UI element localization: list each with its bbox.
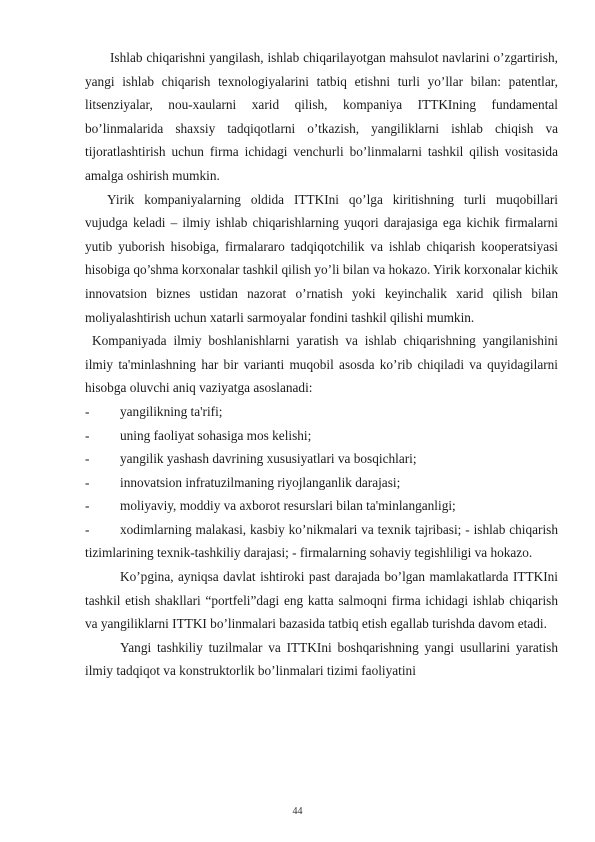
list-item (85, 447, 558, 471)
list-item (85, 471, 558, 495)
paragraph-5: Yangi tashkiliy tuzilmalar va ITTKIni boshqarishning yangi usullarini yaratish ilmiy tadqiqot va konstruktorlik bo’linmalari tizimi faoliyatini (85, 639, 558, 679)
list-dash: - (85, 498, 90, 514)
list-item (85, 518, 558, 565)
list-item-text: yangilikning ta'rifi; (120, 403, 223, 419)
list-dash: - (85, 474, 90, 490)
list-item-text: uning faoliyat sohasiga mos kelishi; (120, 427, 312, 443)
paragraph-2: Yirik kompaniyalarning oldida ITTKIni qo’lga kiritishning turli muqobillari vujudga keladi – ilmiy ishlab chiqarishlarning yuqori darajasiga ega kichik firmalarni yutib yuborish hisobiga, firmalararo tadqiqotchilik va ishlab chiqarish kooperatsiyasi hisobiga qo’shma korxonalar tashkil qilish yo’li bilan va hokazo. Yirik korxonalar kichik innovatsion biznes ustidan nazorat o’rnatish yoki keyinchalik xarid qilish bilan moliyalashtirish uchun xatarli sarmoyalar fondini tashkil qilishi mumkin. (85, 191, 558, 325)
list-item-text: yangilik yashash davrining xususiyatlari va bosqichlari; (120, 451, 417, 467)
list-dash: - (85, 403, 90, 419)
list-item-text: innovatsion infratuzilmaning riyojlanganlik darajasi; (120, 474, 401, 490)
list-item-text: xodimlarning malakasi, kasbiy ko’nikmalari va texnik tajribasi; - ishlab chiqarish tizimlarining texnik-tashkiliy darajasi; - firmalarning sohaviy tegishliligi va hokazo. (85, 521, 558, 561)
paragraph-1: Ishlab chiqarishni yangilash, ishlab chiqarilayotgan mahsulot navlarini o’zgartirish, yangi ishlab chiqarish texnologiyalarini tatbiq etishni turli yo’llar bilan: patentlar, litsenziyalar, nou-xaularni xarid qilish, kompaniya ITTKIning fundamental bo’linmalarida shaxsiy tadqiqotlarni o’tkazish, yangiliklarni ishlab chiqish va tijoratlashtirish uchun firma ichidagi venchurli bo’linmalarni tashkil qilish vositasida amalga oshirish mumkin. (85, 50, 558, 183)
paragraph-3: Kompaniyada ilmiy boshlanishlarni yaratish va ishlab chiqarishning yangilanishini ilmiy ta'minlashning har bir varianti muqobil asosda ko’rib chiqiladi va quyidagilarni hisobga oluvchi aniq vaziyatga asoslanadi: (85, 333, 558, 396)
document-page (85, 46, 558, 683)
list-item-text: moliyaviy, moddiy va axborot resurslari bilan ta'minlanganligi; (120, 498, 456, 514)
criteria-list (85, 400, 558, 565)
list-item (85, 494, 558, 518)
list-item (85, 424, 558, 448)
list-dash: - (85, 427, 90, 443)
page-number: 44 (292, 806, 303, 817)
list-dash: - (85, 521, 90, 537)
list-item (85, 400, 558, 424)
paragraph-4: Ko’pgina, ayniqsa davlat ishtiroki past darajada bo’lgan mamlakatlarda ITTKIni tashkil etish shakllari “portfeli”dagi eng katta salmoqni firma ichidagi ishlab chiqarish va yangiliklarni ITTKI bo’linmalari bazasida tatbiq etish egallab turishda davom etadi. (85, 569, 558, 632)
list-dash: - (85, 451, 90, 467)
